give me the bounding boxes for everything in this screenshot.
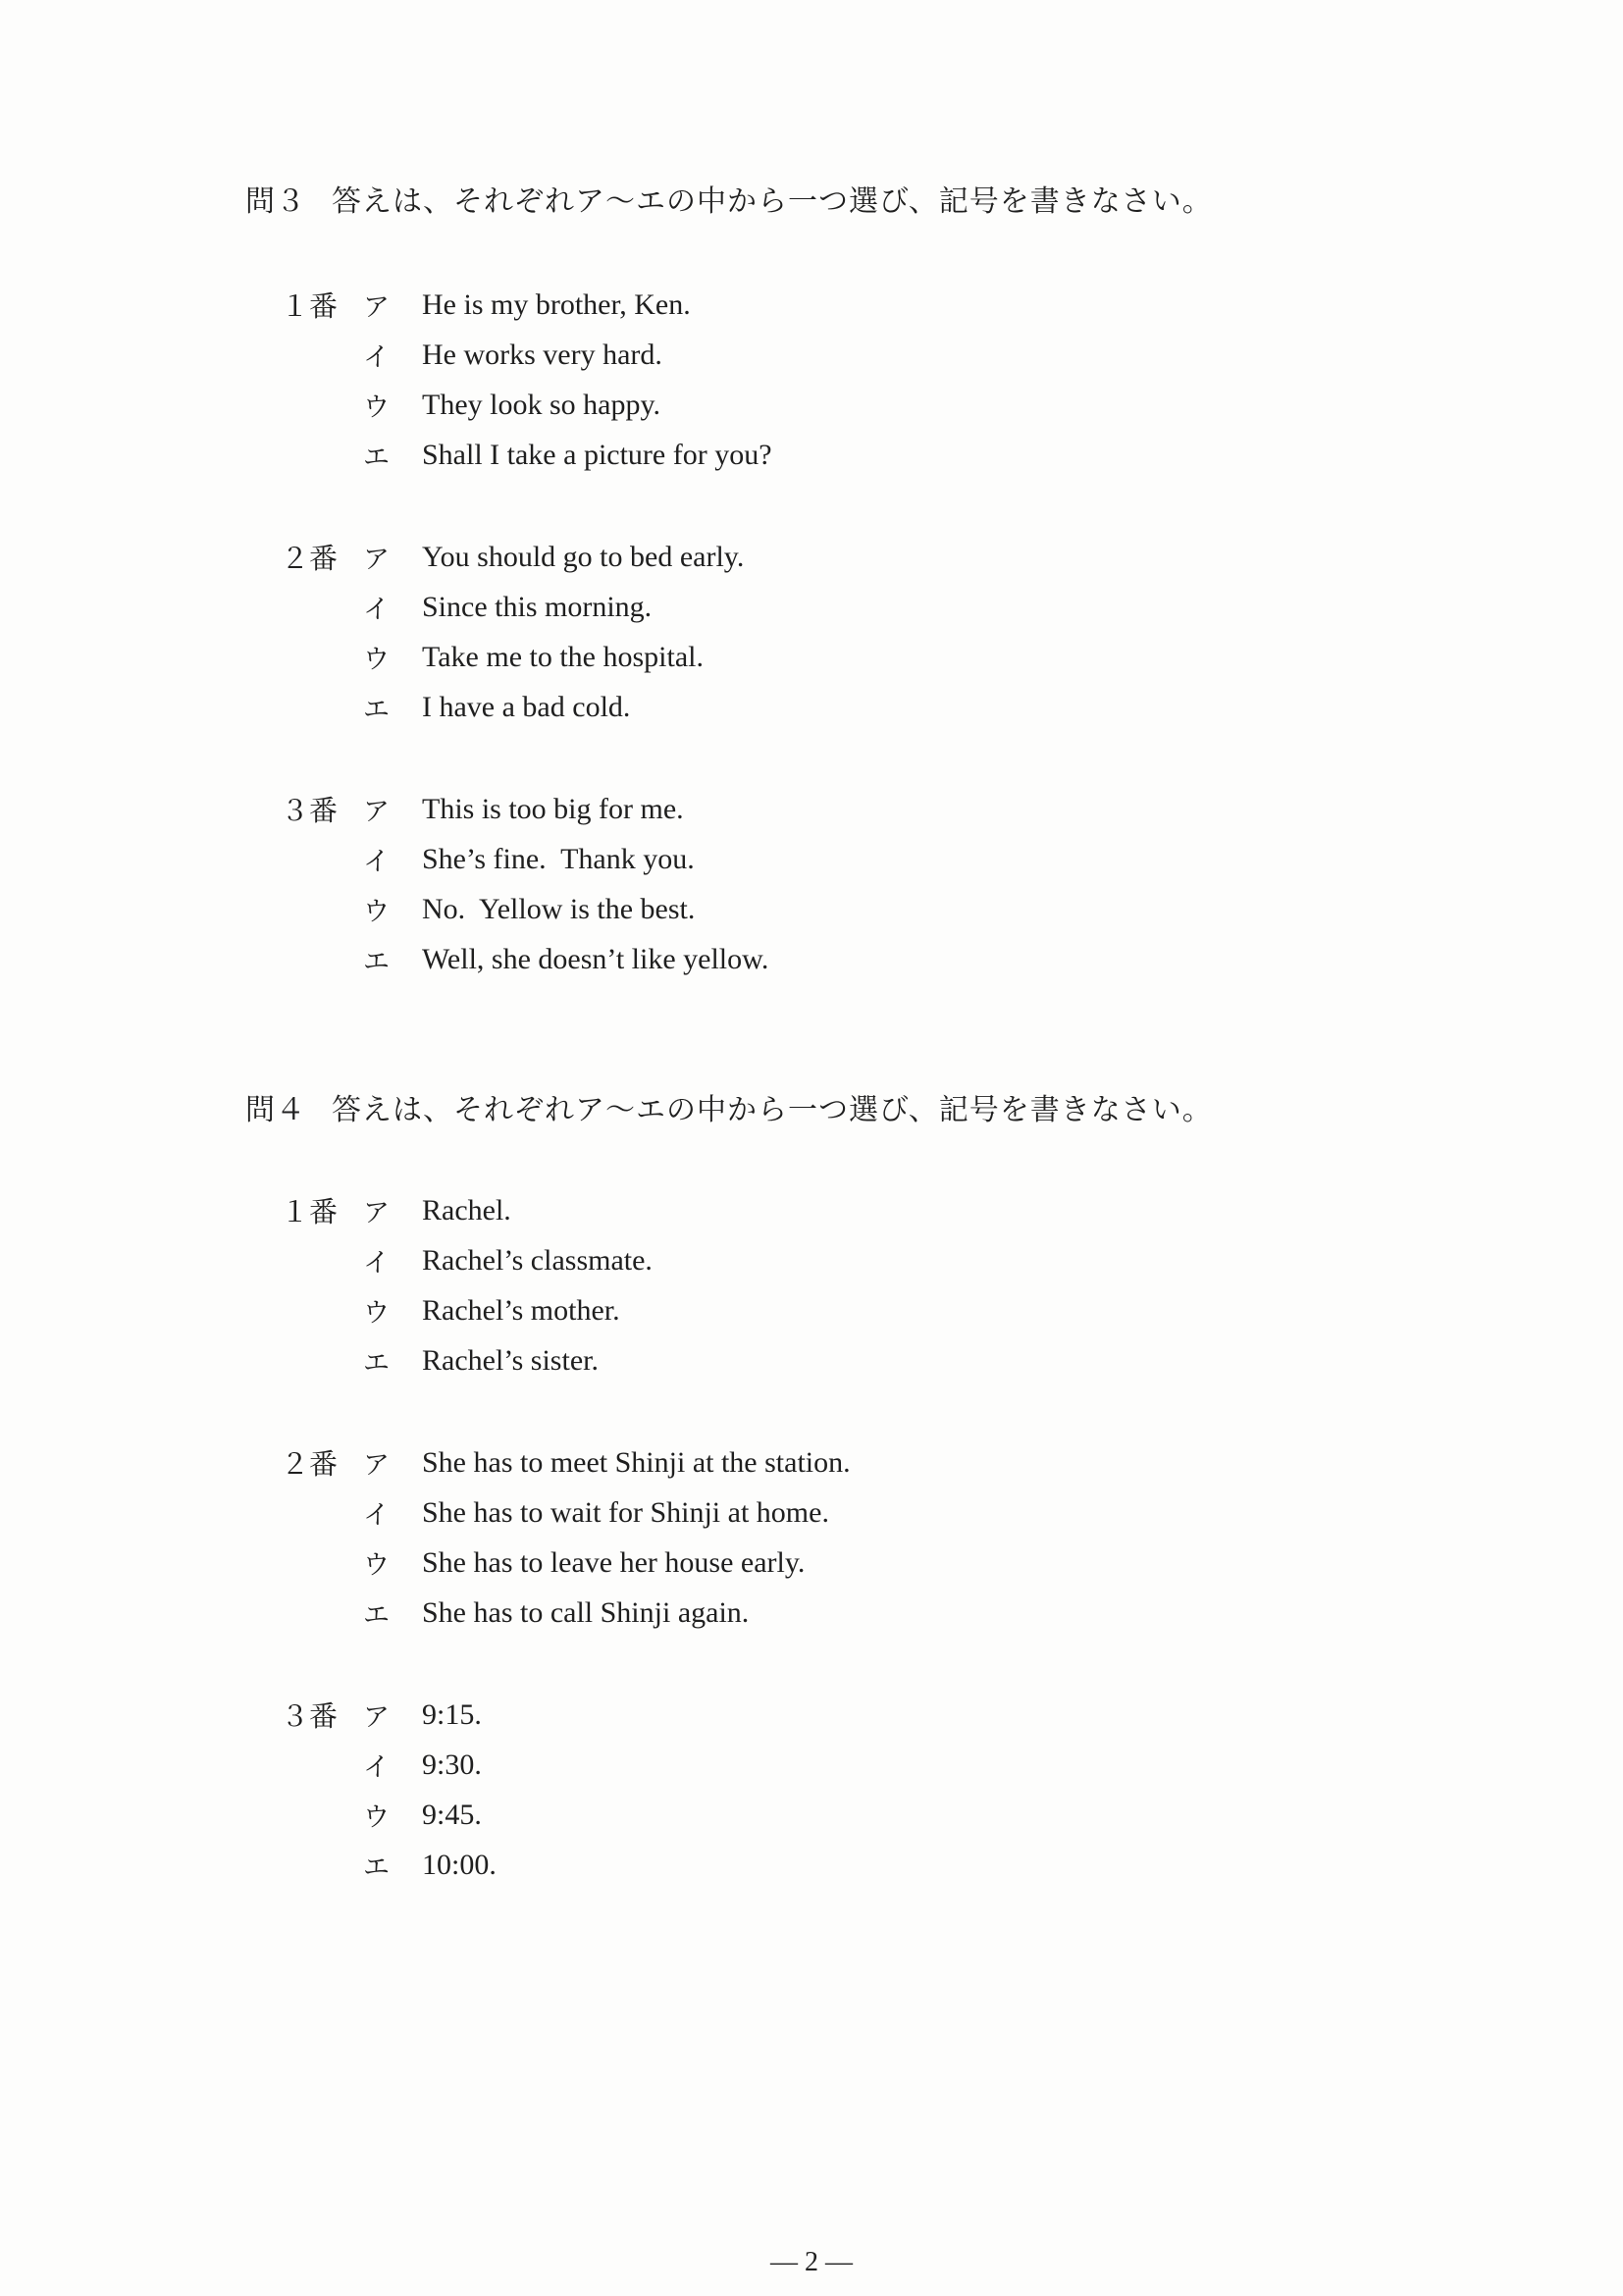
option-letter: イ [363, 1752, 390, 1783]
option-text: Well, she doesn’t like yellow. [422, 942, 769, 975]
option-text: Rachel. [422, 1193, 511, 1226]
option-letter: エ [363, 695, 390, 725]
section-label: 問３ [245, 184, 306, 219]
option-letter: ウ [363, 897, 390, 927]
option-row [281, 934, 768, 984]
option-letter: ア [363, 1198, 390, 1228]
option-letter: イ [363, 1248, 390, 1278]
option-letter: ウ [363, 1298, 390, 1329]
option-text: Since this morning. [422, 590, 653, 623]
option-letter: ウ [363, 1550, 390, 1581]
option-row [281, 1335, 653, 1385]
section-heading-q3 [245, 177, 1213, 220]
option-letter: ア [363, 545, 390, 575]
option-text: 9:15. [422, 1697, 482, 1731]
section-label: 問４ [245, 1093, 306, 1127]
option-letter: ア [363, 292, 390, 323]
option-row [281, 280, 772, 330]
option-text: She’s fine. Thank you. [422, 842, 695, 875]
option-letter: ウ [363, 392, 390, 423]
option-letter: イ [363, 1500, 390, 1531]
option-row [281, 834, 768, 884]
option-text: 10:00. [422, 1848, 497, 1881]
option-letter: ア [363, 1702, 390, 1733]
option-text: She has to meet Shinji at the station. [422, 1445, 851, 1479]
option-text: 9:45. [422, 1798, 482, 1831]
option-text: No. Yellow is the best. [422, 892, 696, 925]
question-number: ３番 [281, 794, 339, 827]
option-row [281, 1790, 497, 1840]
question-3-3 [281, 784, 768, 984]
option-letter: ア [363, 797, 390, 827]
option-row [281, 784, 768, 834]
option-row [281, 1840, 497, 1890]
option-letter: ウ [363, 1802, 390, 1833]
option-letter: エ [363, 1852, 390, 1883]
option-letter: ア [363, 1450, 390, 1481]
option-text: Shall I take a picture for you? [422, 438, 772, 471]
option-row [281, 1437, 851, 1487]
option-row [281, 682, 744, 732]
option-text: He works very hard. [422, 338, 662, 371]
option-text: This is too big for me. [422, 792, 684, 825]
option-text: I have a bad cold. [422, 690, 631, 723]
option-row [281, 1740, 497, 1790]
option-letter: イ [363, 342, 390, 373]
option-text: 9:30. [422, 1748, 482, 1781]
option-text: She has to wait for Shinji at home. [422, 1495, 829, 1529]
question-4-3 [281, 1690, 497, 1890]
option-row [281, 1235, 653, 1285]
option-row [281, 1487, 851, 1538]
question-3-2 [281, 532, 744, 732]
question-3-1 [281, 280, 772, 480]
option-row [281, 430, 772, 480]
option-row [281, 532, 744, 582]
question-number: ２番 [281, 542, 339, 575]
question-4-2 [281, 1437, 851, 1638]
option-text: She has to call Shinji again. [422, 1595, 750, 1629]
option-letter: イ [363, 847, 390, 877]
option-letter: エ [363, 443, 390, 473]
question-number: ３番 [281, 1699, 339, 1733]
option-letter: イ [363, 595, 390, 625]
question-4-1 [281, 1185, 653, 1385]
section-heading-q4 [245, 1085, 1213, 1128]
option-letter: ウ [363, 645, 390, 675]
option-text: Rachel’s mother. [422, 1293, 620, 1327]
option-text: You should go to bed early. [422, 540, 745, 573]
option-row [281, 1690, 497, 1740]
option-text: Rachel’s classmate. [422, 1243, 653, 1277]
question-number: ２番 [281, 1447, 339, 1481]
section-instruction: 答えは、それぞれア〜エの中から一つ選び、記号を書きなさい。 [332, 1093, 1213, 1127]
option-text: They look so happy. [422, 388, 661, 421]
option-letter: エ [363, 1348, 390, 1379]
option-row [281, 884, 768, 934]
option-row [281, 1538, 851, 1588]
option-row [281, 1185, 653, 1235]
option-row [281, 380, 772, 430]
option-row [281, 330, 772, 380]
option-row [281, 582, 744, 632]
option-text: Take me to the hospital. [422, 640, 704, 673]
option-row [281, 632, 744, 682]
question-number: １番 [281, 289, 339, 323]
option-letter: エ [363, 1600, 390, 1631]
option-letter: エ [363, 947, 390, 977]
question-number: １番 [281, 1195, 339, 1228]
option-text: He is my brother, Ken. [422, 287, 691, 321]
section-instruction: 答えは、それぞれア〜エの中から一つ選び、記号を書きなさい。 [332, 184, 1213, 219]
option-row [281, 1285, 653, 1335]
option-text: Rachel’s sister. [422, 1343, 599, 1377]
option-row [281, 1588, 851, 1638]
option-text: She has to leave her house early. [422, 1545, 806, 1579]
page-number: — 2 — [770, 2247, 853, 2277]
